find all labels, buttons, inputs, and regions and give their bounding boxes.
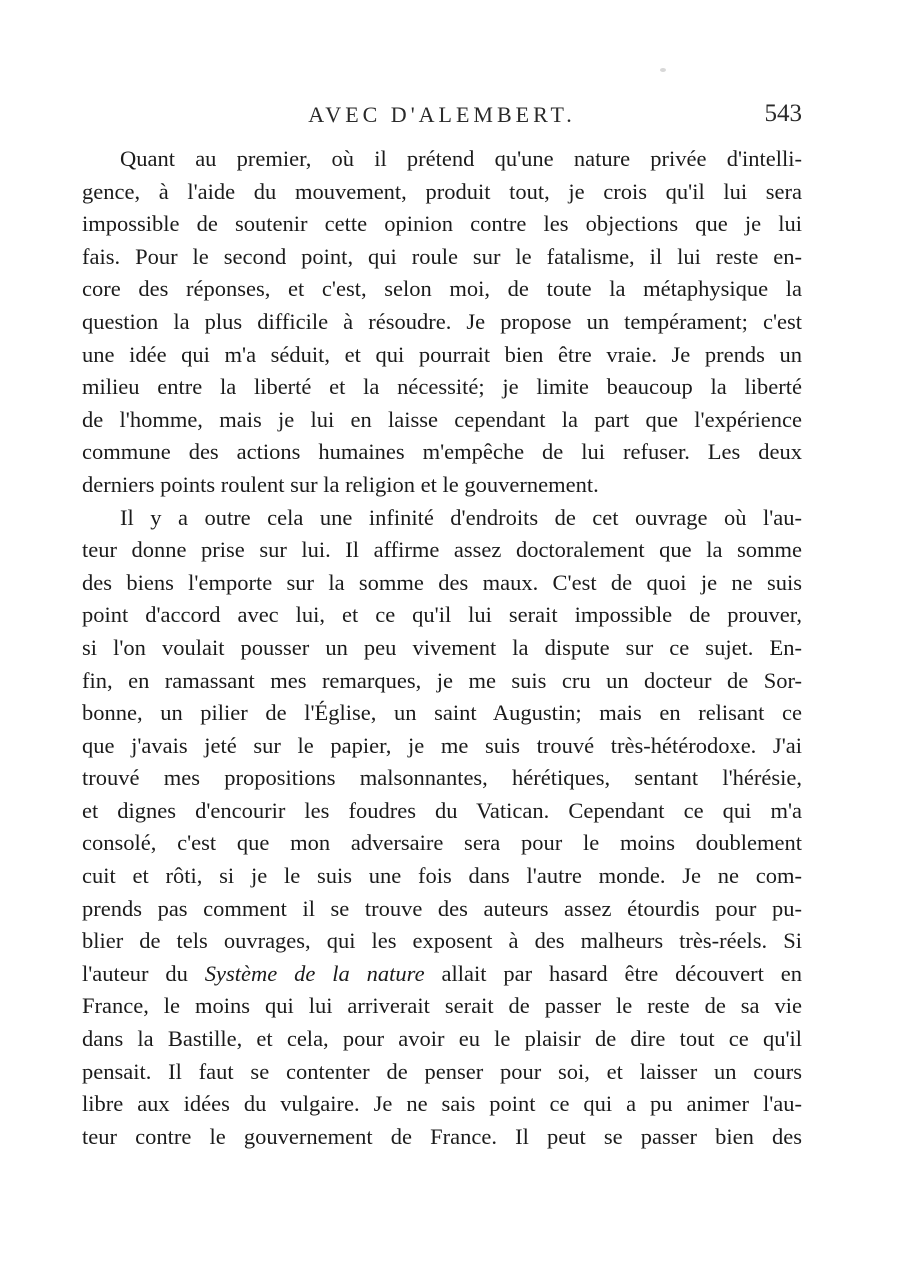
text-line: trouvé mes propositions malsonnantes, hérétiques, sentant l'hérésie,	[82, 765, 802, 791]
text-line: libre aux idées du vulgaire. Je ne sais point ce qui a pu animer l'au-	[82, 1091, 802, 1117]
text-line: teur contre le gouvernement de France. Il peut se passer bien des	[82, 1123, 802, 1149]
text-line: bonne, un pilier de l'Église, un saint Augustin; mais en relisant ce	[82, 700, 802, 726]
text-line: derniers points roulent sur la religion et le gouvernement.	[82, 471, 599, 497]
text-line: milieu entre la liberté et la nécessité; je limite beaucoup la liberté	[82, 374, 802, 400]
text-line: pensait. Il faut se contenter de penser pour soi, et laisser un cours	[82, 1058, 802, 1084]
text-segment: allait par hasard être découvert en	[424, 960, 802, 986]
text-line: France, le moins qui lui arriverait serait de passer le reste de sa vie	[82, 993, 802, 1019]
text-line: dans la Bastille, et cela, pour avoir eu le plaisir de dire tout ce qu'il	[82, 1026, 802, 1052]
text-line: une idée qui m'a séduit, et qui pourrait bien être vraie. Je prends un	[82, 341, 802, 367]
text-line: teur donne prise sur lui. Il affirme assez doctoralement que la somme	[82, 537, 802, 563]
text-line: fais. Pour le second point, qui roule sur le fatalisme, il lui reste en-	[82, 243, 802, 269]
text-line: Quant au premier, où il prétend qu'une nature privée d'intelli-	[120, 146, 802, 171]
text-line: fin, en ramassant mes remarques, je me suis cru un docteur de Sor-	[82, 667, 802, 693]
text-line: prends pas comment il se trouve des auteurs assez étourdis pour pu-	[82, 895, 802, 921]
text-line: commune des actions humaines m'empêche de lui refuser. Les deux	[82, 439, 802, 465]
text-line: blier de tels ouvrages, qui les exposent à des malheurs très-réels. Si	[82, 928, 802, 954]
text-segment: l'auteur du	[82, 960, 205, 986]
text-line: Il y a outre cela une infinité d'endroits de cet ouvrage où l'au-	[120, 504, 802, 530]
text-line: cuit et rôti, si je le suis une fois dans l'autre monde. Je ne com-	[82, 863, 802, 889]
text-line: gence, à l'aide du mouvement, produit tout, je crois qu'il lui sera	[82, 178, 802, 204]
body-text	[82, 143, 802, 1153]
text-line: consolé, c'est que mon adversaire sera pour le moins doublement	[82, 830, 802, 856]
text-line: de l'homme, mais je lui en laisse cependant la part que l'expérience	[82, 406, 802, 432]
text-line	[82, 958, 802, 991]
text-line: impossible de soutenir cette opinion contre les objections que je lui	[82, 211, 802, 237]
text-line: point d'accord avec lui, et ce qu'il lui serait impossible de prouver,	[82, 602, 802, 628]
text-line: des biens l'emporte sur la somme des maux. C'est de quoi je ne suis	[82, 569, 802, 595]
text-line: si l'on voulait pousser un peu vivement la dispute sur ce sujet. En-	[82, 634, 802, 660]
text-line: que j'avais jeté sur le papier, je me suis trouvé très-hétérodoxe. J'ai	[82, 732, 802, 758]
running-title: AVEC D'ALEMBERT.	[308, 102, 576, 127]
text-line: core des réponses, et c'est, selon moi, de toute la métaphysique la	[82, 276, 802, 302]
text-line: et dignes d'encourir les foudres du Vatican. Cependant ce qui m'a	[82, 797, 802, 823]
book-title-italic: Système de la nature	[204, 960, 425, 986]
running-head	[82, 100, 802, 136]
page-number: 543	[764, 100, 802, 127]
paper-speck	[660, 68, 666, 72]
text-line: question la plus difficile à résoudre. Je propose un tempérament; c'est	[82, 308, 802, 334]
